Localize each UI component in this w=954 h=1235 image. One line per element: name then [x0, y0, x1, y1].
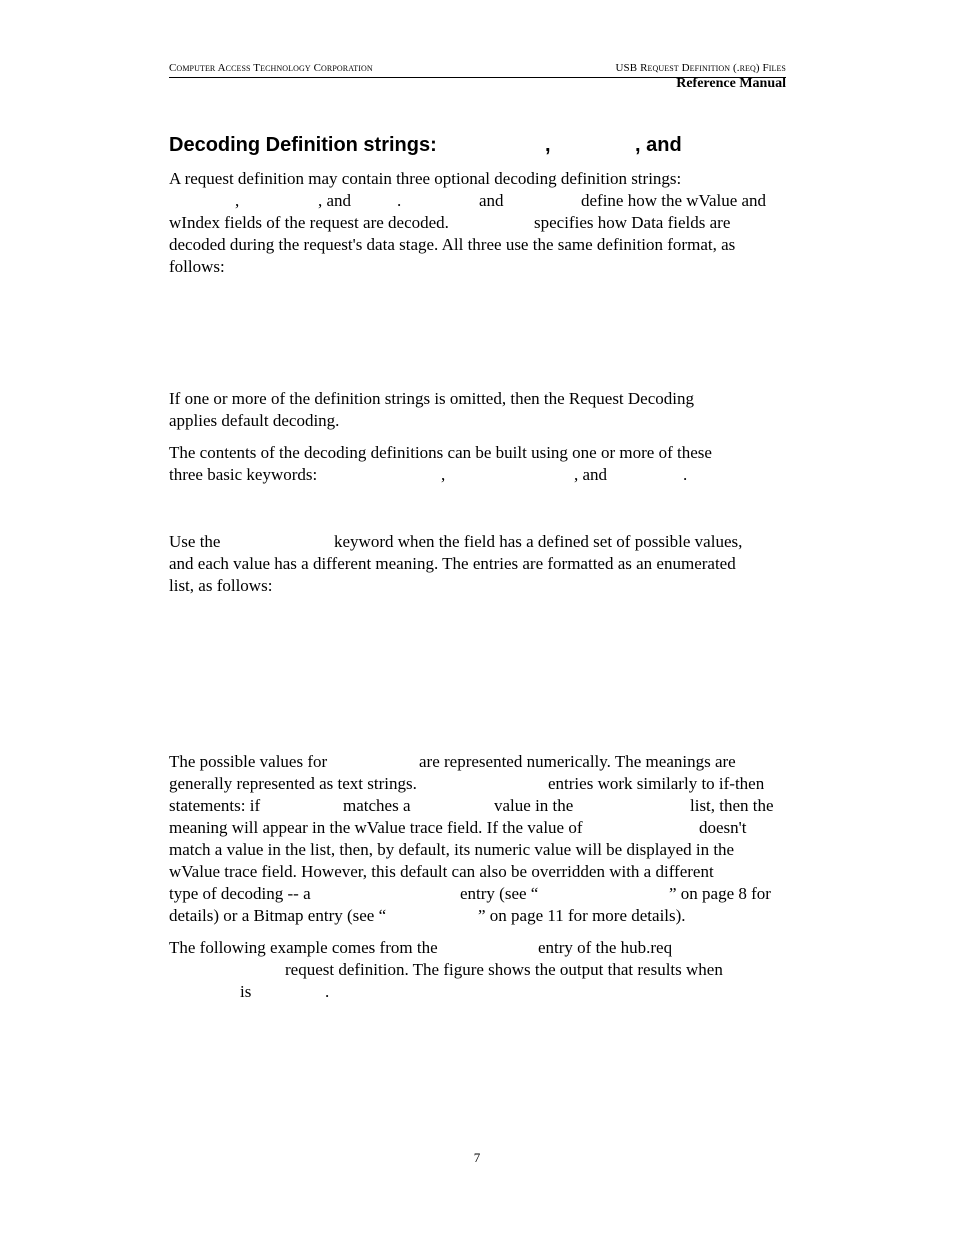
p5-line-6: wValue trace field. However, this default can also be overridden with a different: [169, 862, 714, 881]
page-number: 7: [473, 1150, 481, 1165]
p1-l2-b: , and: [318, 191, 352, 210]
heading-main: Decoding Definition strings:: [169, 134, 437, 156]
p5-l8-b: ” on page 11 for more details).: [478, 906, 686, 925]
p5-l7-b: entry (see “: [460, 884, 539, 903]
p1-l3-b: specifies how Data fields are: [534, 213, 731, 232]
p1-line-4: decoded during the request's data stage. All three use the same definition format, as: [169, 235, 736, 254]
p6-l3-a: is: [240, 982, 252, 1001]
p5-l8-a: details) or a Bitmap entry (see “: [169, 906, 387, 925]
heading-comma: ,: [545, 134, 551, 156]
p5-l2-a: generally represented as text strings.: [169, 774, 417, 793]
p2-line-1: If one or more of the definition strings is omitted, then the Request Decoding: [169, 389, 694, 408]
p1-line-2: [169, 190, 786, 212]
p3-line-1: The contents of the decoding definitions can be built using one or more of these: [169, 443, 712, 462]
p5-l7-c: ” on page 8 for: [669, 884, 771, 903]
p1-l2-d: and: [479, 191, 504, 210]
p6-line-3: [169, 981, 786, 1003]
p5-line-3: [169, 795, 786, 817]
p3-l2-d: .: [683, 465, 688, 484]
header-company: Computer Access Technology Corporation: [169, 62, 373, 74]
p5-l1-b: are represented numerically. The meanings are: [419, 752, 736, 771]
p6-line-2: [169, 959, 786, 981]
p5-l2-b: entries work similarly to if-then: [548, 774, 765, 793]
p5-l4-b: doesn't: [699, 818, 747, 837]
p5-line-7: [169, 883, 786, 905]
p6-l1-b: entry of the hub.req: [538, 938, 673, 957]
p6-line-1: [169, 937, 786, 959]
p6-l1-a: The following example comes from the: [169, 938, 438, 957]
p6-l3-b: .: [325, 982, 330, 1001]
p3-l2-b: ,: [441, 465, 446, 484]
p4-line-2: and each value has a different meaning. The entries are formatted as an enumerated: [169, 554, 736, 573]
p1-line-3: [169, 212, 786, 234]
header-doc-title: USB Request Definition (.req) Files: [615, 62, 786, 74]
section-heading: [169, 134, 682, 157]
p4-line-3: list, as follows:: [169, 576, 273, 595]
p5-l3-b: matches a: [343, 796, 411, 815]
p4-l1-b: keyword when the field has a defined set of possible values,: [334, 532, 743, 551]
p1-l2-a: ,: [235, 191, 240, 210]
p5-l3-d: list, then the: [690, 796, 774, 815]
p3-line-2: [169, 464, 786, 486]
p1-line-1: A request definition may contain three optional decoding definition strings:: [169, 169, 682, 188]
p5-line-8: [169, 905, 786, 927]
p5-line-2: [169, 773, 786, 795]
p2-line-2: applies default decoding.: [169, 411, 340, 430]
heading-and: , and: [635, 134, 682, 156]
p5-l3-c: value in the: [494, 796, 574, 815]
p5-line-5: match a value in the list, then, by default, its numeric value will be displayed in the: [169, 840, 735, 859]
p1-l3-a: wIndex fields of the request are decoded.: [169, 213, 449, 232]
p5-l4-a: meaning will appear in the wValue trace field. If the value of: [169, 818, 583, 837]
p4-line-1: [169, 531, 786, 553]
p1-line-5: follows:: [169, 257, 225, 276]
p5-line-1: [169, 751, 786, 773]
p3-l2-a: three basic keywords:: [169, 465, 318, 484]
p5-line-4: [169, 817, 786, 839]
p6-l2: request definition. The figure shows the output that results when: [285, 960, 723, 979]
header-subtitle: Reference Manual: [676, 76, 786, 91]
p5-l3-a: statements: if: [169, 796, 261, 815]
p5-l7-a: type of decoding -- a: [169, 884, 311, 903]
p5-l1-a: The possible values for: [169, 752, 328, 771]
p3-l2-c: , and: [574, 465, 608, 484]
p1-l2-e: define how the wValue and: [581, 191, 767, 210]
p4-l1-a: Use the: [169, 532, 221, 551]
p1-l2-c: .: [397, 191, 402, 210]
